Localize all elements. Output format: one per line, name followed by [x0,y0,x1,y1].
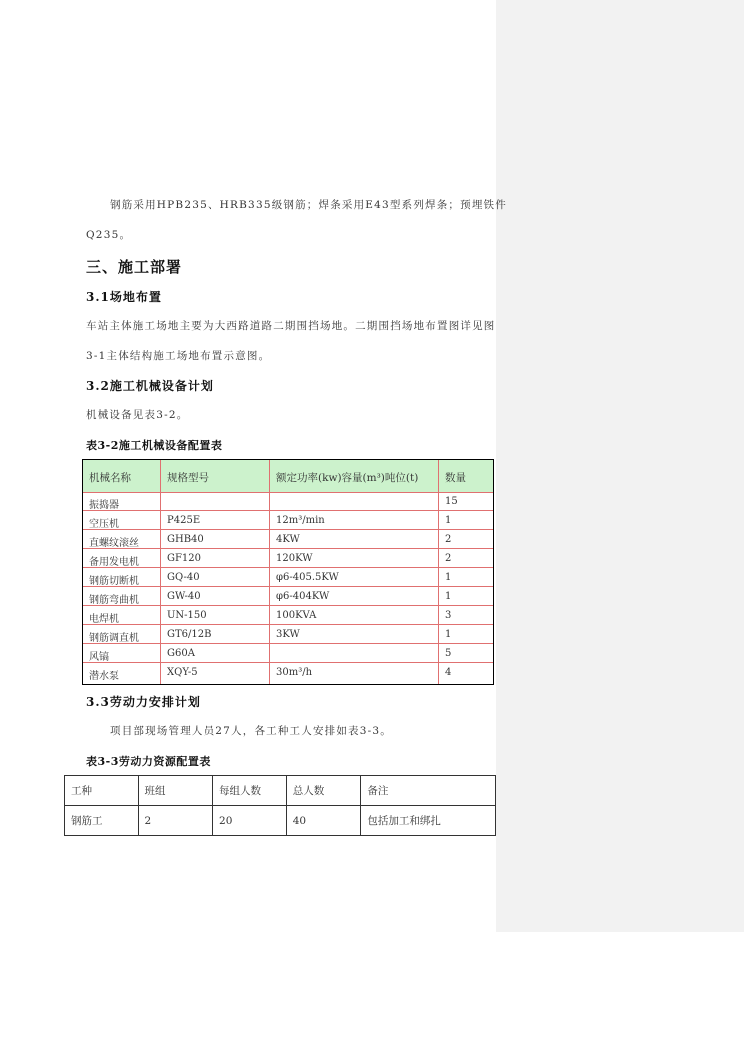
table-row [83,549,493,568]
table-cell: 1 [445,515,452,526]
header-cell: 总人数 [286,776,361,806]
table-cell: UN-150 [167,610,207,621]
table-cell: 2 [138,806,213,836]
table-cell: 空压机 [89,519,119,530]
table-cell: P425E [167,515,201,526]
table-cell: 12m³/min [276,515,325,526]
table-row [83,625,493,644]
header-cell: 数量 [445,472,466,484]
table-header-row [65,776,496,806]
subheading-site-layout: 3.1场地布置 [86,290,162,304]
table-cell: 3KW [276,629,300,640]
section-heading: 三、施工部署 [86,258,183,276]
paragraph-rebar-line1: 钢筋采用HPB235、HRB335级钢筋；焊条采用E43型系列焊条；预埋铁件 [110,199,507,211]
table-caption-equipment: 表3-2施工机械设备配置表 [86,439,223,452]
table-cell: φ6-405.5KW [276,572,339,583]
table-cell: 4 [445,667,452,678]
column-divider [438,460,439,684]
table-row [83,511,493,530]
table-cell: 振捣器 [89,500,119,511]
table-cell: 5 [445,648,452,659]
paragraph-equipment: 机械设备见表3-2。 [86,409,189,421]
table-cell: 电焊机 [89,614,119,625]
header-cell: 班组 [138,776,213,806]
table-row [83,663,493,682]
table-caption-labour: 表3-3劳动力资源配置表 [86,755,211,768]
header-cell: 备注 [361,776,496,806]
table-cell: 钢筋切断机 [89,576,139,587]
table-cell: 3 [445,610,452,621]
header-cell: 规格型号 [167,472,209,484]
header-cell: 额定功率(kw)容量(m³)吨位(t) [276,472,419,484]
table-row [83,606,493,625]
paragraph-rebar-line2: Q235。 [86,229,132,241]
table-cell: GT6/12B [167,629,212,640]
table-cell: GW-40 [167,591,201,602]
table-cell: 30m³/h [276,667,313,678]
table-cell: 1 [445,572,452,583]
table-cell: 2 [445,553,452,564]
table-row [83,644,493,663]
table-row [65,806,496,836]
table-cell: G60A [167,648,195,659]
header-cell: 每组人数 [213,776,287,806]
subheading-equipment-plan: 3.2施工机械设备计划 [86,379,214,393]
paragraph-site-line1: 车站主体施工场地主要为大西路道路二期围挡场地。二期围挡场地布置图详见图 [86,320,496,332]
table-cell: 包括加工和绑扎 [361,806,496,836]
table-cell: GF120 [167,553,202,564]
table-cell: 1 [445,629,452,640]
table-cell: 4KW [276,534,300,545]
table-cell: 风镐 [89,652,109,663]
table-cell: 120KW [276,553,313,564]
labour-table [64,775,496,836]
table-cell: GHB40 [167,534,204,545]
table-header-row [83,460,493,493]
paragraph-site-line2: 3-1主体结构施工场地布置示意图。 [86,350,271,362]
table-cell: 15 [445,496,458,507]
table-cell: 20 [213,806,287,836]
table-cell: 钢筋工 [65,806,139,836]
table-cell: φ6-404KW [276,591,330,602]
header-cell: 工种 [65,776,139,806]
table-cell: 40 [286,806,361,836]
table-row [83,492,493,511]
table-cell: 钢筋调直机 [89,633,139,644]
table-row [83,587,493,606]
table-row [83,530,493,549]
table-cell: 潜水泵 [89,671,119,682]
equipment-table [82,459,494,685]
comment-pane [496,0,744,932]
table-cell: 备用发电机 [89,557,139,568]
column-divider [269,460,270,684]
paragraph-labour: 项目部现场管理人员27人，各工种工人安排如表3-3。 [110,725,392,737]
table-cell: 钢筋弯曲机 [89,595,139,606]
header-cell: 机械名称 [89,472,131,484]
table-cell: 2 [445,534,452,545]
table-cell: XQY-5 [167,667,198,678]
table-cell: 直螺纹滚丝 [89,538,139,549]
table-cell: GQ-40 [167,572,200,583]
table-row [83,568,493,587]
column-divider [160,460,161,684]
table-cell: 1 [445,591,452,602]
subheading-labour-plan: 3.3劳动力安排计划 [86,695,201,709]
table-cell: 100KVA [276,610,317,621]
